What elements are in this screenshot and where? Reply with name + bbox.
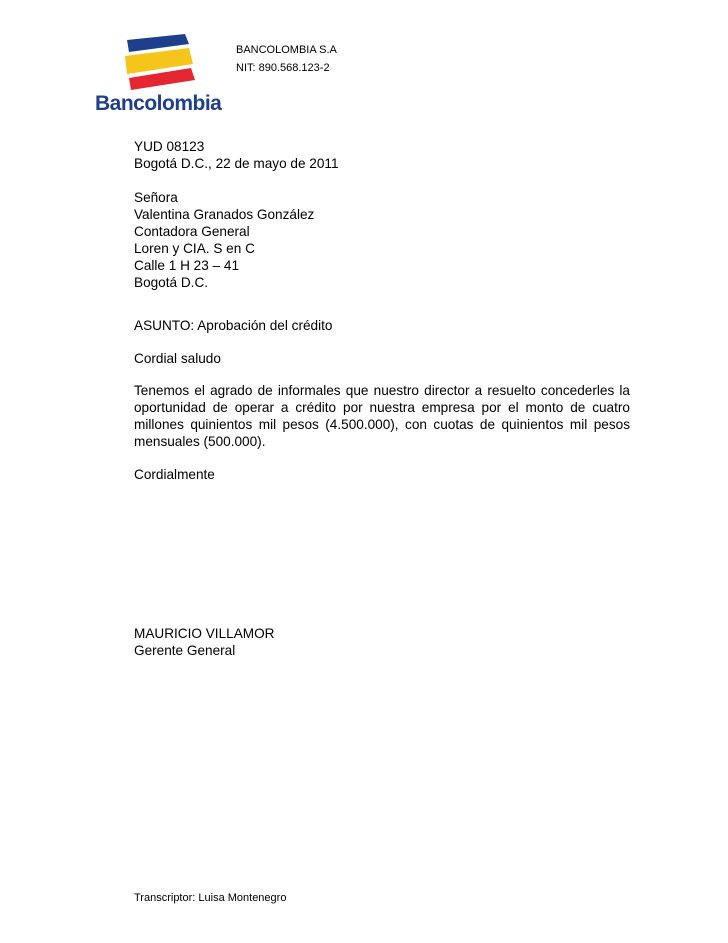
- recipient-address: Calle 1 H 23 – 41: [134, 258, 240, 273]
- recipient-name: Valentina Granados González: [134, 207, 315, 222]
- company-header: [236, 41, 337, 77]
- subject-line: ASUNTO: Aprobación del crédito: [134, 318, 333, 333]
- reference-code: YUD 08123: [134, 139, 205, 154]
- greeting-line: Cordial saludo: [134, 351, 221, 366]
- bancolombia-emblem-icon: [123, 34, 195, 92]
- bancolombia-logo: [95, 30, 222, 120]
- closing-block: [134, 466, 630, 483]
- recipient-position: Contadora General: [134, 224, 250, 239]
- signer-title: Gerente General: [134, 643, 236, 658]
- recipient-city: Bogotá D.C.: [134, 275, 209, 290]
- signer-name: MAURICIO VILLAMOR: [134, 626, 275, 641]
- reference-block: [134, 138, 630, 172]
- recipient-block: [134, 189, 630, 291]
- subject-block: [134, 317, 630, 334]
- recipient-company: Loren y CIA. S en C: [134, 241, 255, 256]
- signature-block: [134, 625, 630, 659]
- company-nit: NIT: 890.568.123-2: [236, 62, 330, 74]
- date-line: Bogotá D.C., 22 de mayo de 2011: [134, 156, 339, 171]
- body-block: [134, 382, 630, 450]
- body-paragraph: Tenemos el agrado de informales que nuestro director a resuelto concederles la oportunidad de operar a crédito por nuestra empresa por el monto de cuatro millones quinientos mil pesos (4.500.000), con cuotas de quinientos mil pesos mensuales (500.000).: [134, 383, 630, 449]
- company-name: BANCOLOMBIA S.A: [236, 44, 337, 56]
- brand-wordmark: Bancolombia: [95, 92, 222, 115]
- recipient-salutation: Señora: [134, 190, 178, 205]
- transcriptor-footer: Transcriptor: Luisa Montenegro: [134, 892, 287, 904]
- closing-line: Cordialmente: [134, 467, 215, 482]
- greeting-block: [134, 350, 630, 367]
